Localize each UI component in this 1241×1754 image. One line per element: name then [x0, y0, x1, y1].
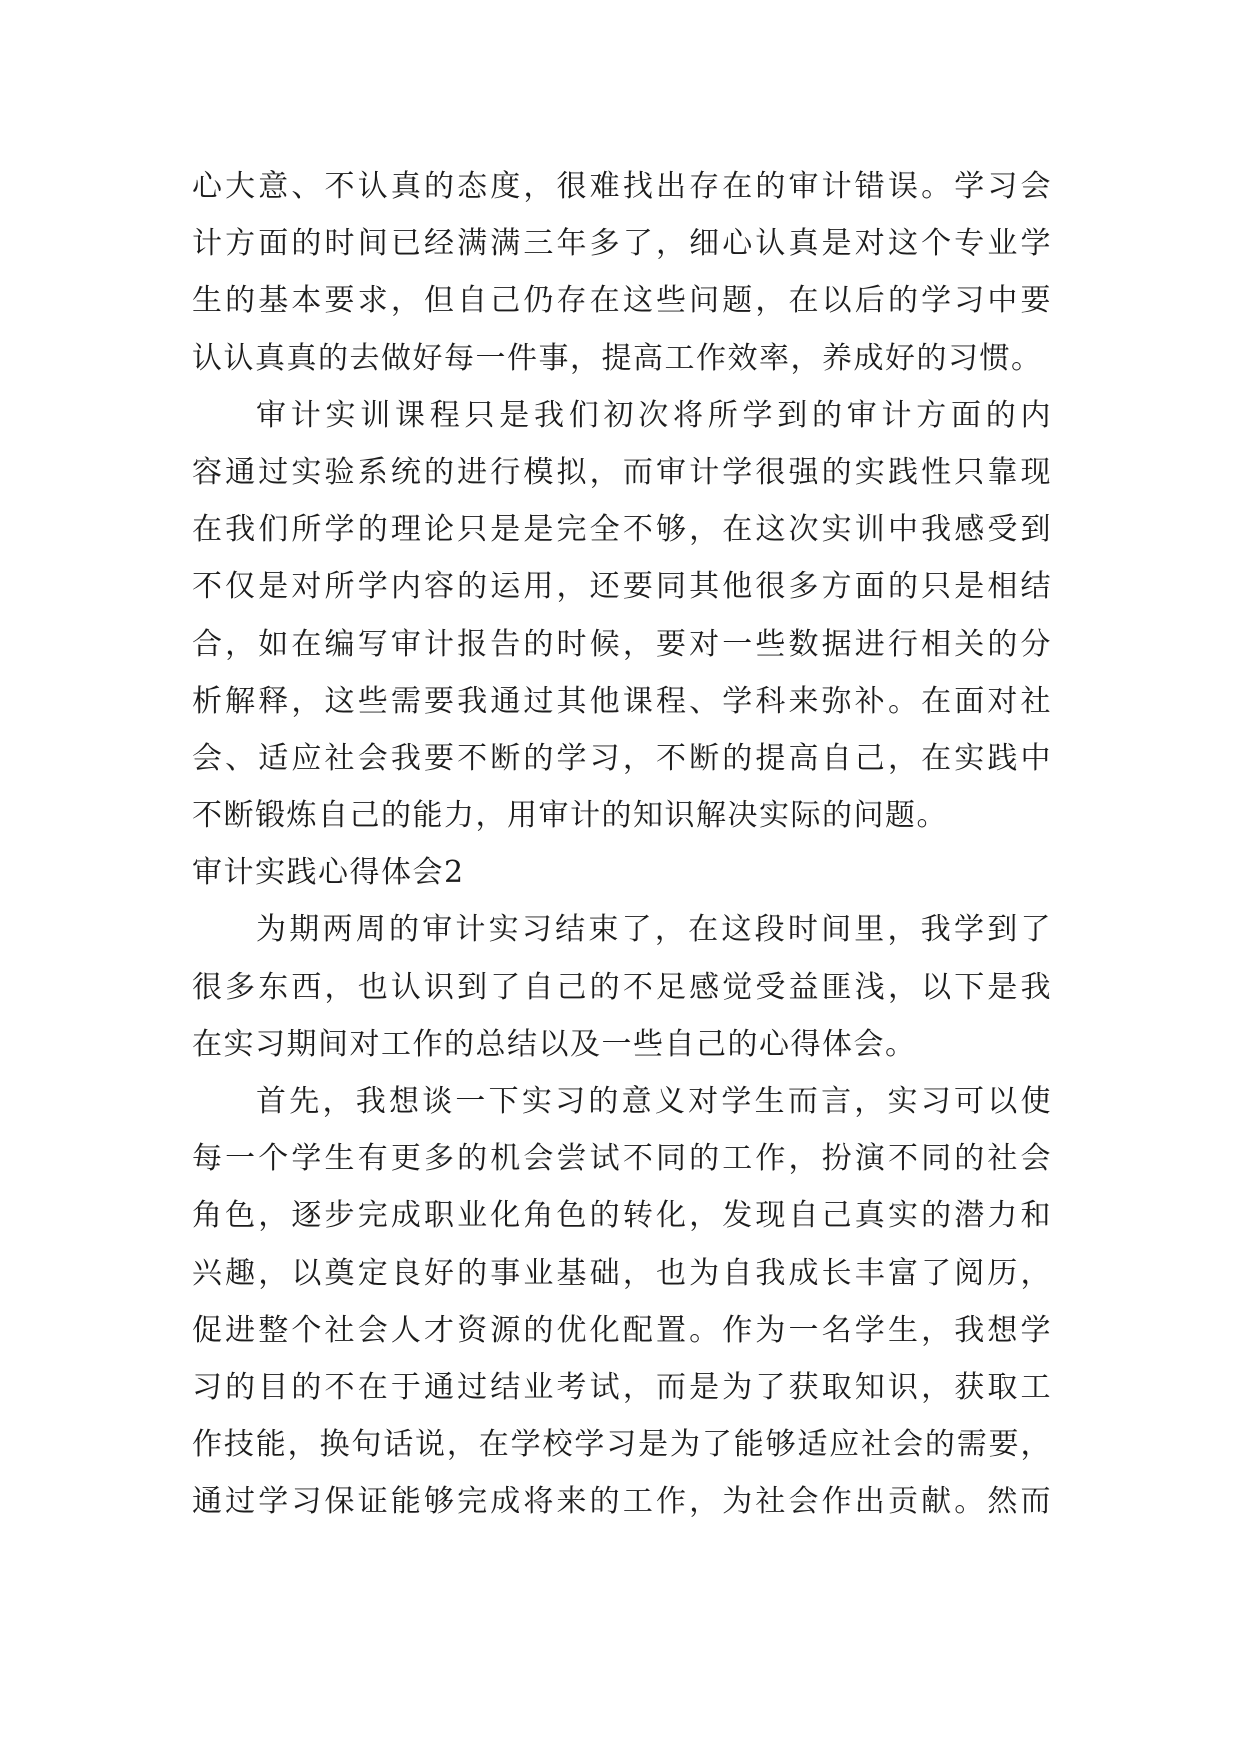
text-line: 很多东西，也认识到了自己的不足感觉受益匪浅，以下是我	[192, 969, 1052, 1005]
text-line: 容通过实验系统的进行模拟，而审计学很强的实践性只靠现	[192, 454, 1052, 490]
text-line: 不断锻炼自己的能力，用审计的知识解决实际的问题。	[192, 798, 948, 834]
text-line: 首先，我想谈一下实习的意义对学生而言，实习可以使	[256, 1084, 1052, 1119]
text-line: 认认真真的去做好每一件事，提高工作效率，养成好的习惯。	[192, 340, 1043, 376]
text-line: 析解释，这些需要我通过其他课程、学科来弥补。在面对社	[192, 683, 1052, 719]
text-line: 为期两周的审计实习结束了，在这段时间里，我学到了	[256, 912, 1052, 948]
text-line: 通过学习保证能够完成将来的工作，为社会作出贡献。然而	[192, 1484, 1052, 1520]
text-line: 兴趣，以奠定良好的事业基础，也为自我成长丰富了阅历，	[192, 1255, 1052, 1291]
document-body	[192, 158, 1052, 1531]
text-line: 会、适应社会我要不断的学习，不断的提高自己，在实践中	[192, 740, 1052, 776]
text-line: 在实习期间对工作的总结以及一些自己的心得体会。	[192, 1026, 917, 1062]
text-line: 不仅是对所学内容的运用，还要同其他很多方面的只是相结	[192, 569, 1052, 605]
text-line: 生的基本要求，但自己仍存在这些问题，在以后的学习中要	[192, 283, 1052, 319]
text-line: 作技能，换句话说，在学校学习是为了能够适应社会的需要，	[192, 1427, 1052, 1463]
text-line: 计方面的时间已经满满三年多了，细心认真是对这个专业学	[192, 226, 1052, 262]
text-line: 在我们所学的理论只是是完全不够，在这次实训中我感受到	[192, 512, 1052, 548]
text-line: 角色，逐步完成职业化角色的转化，发现自己真实的潜力和	[192, 1198, 1052, 1234]
text-line: 审计实训课程只是我们初次将所学到的审计方面的内	[256, 397, 1052, 433]
text-line: 合，如在编写审计报告的时候，要对一些数据进行相关的分	[192, 626, 1052, 662]
section-heading: 审计实践心得体会2	[192, 855, 465, 891]
text-line: 习的目的不在于通过结业考试，而是为了获取知识，获取工	[192, 1369, 1052, 1405]
text-line: 每一个学生有更多的机会尝试不同的工作，扮演不同的社会	[192, 1141, 1052, 1177]
text-line: 心大意、不认真的态度，很难找出存在的审计错误。学习会	[192, 169, 1052, 204]
text-line: 促进整个社会人才资源的优化配置。作为一名学生，我想学	[192, 1312, 1052, 1348]
